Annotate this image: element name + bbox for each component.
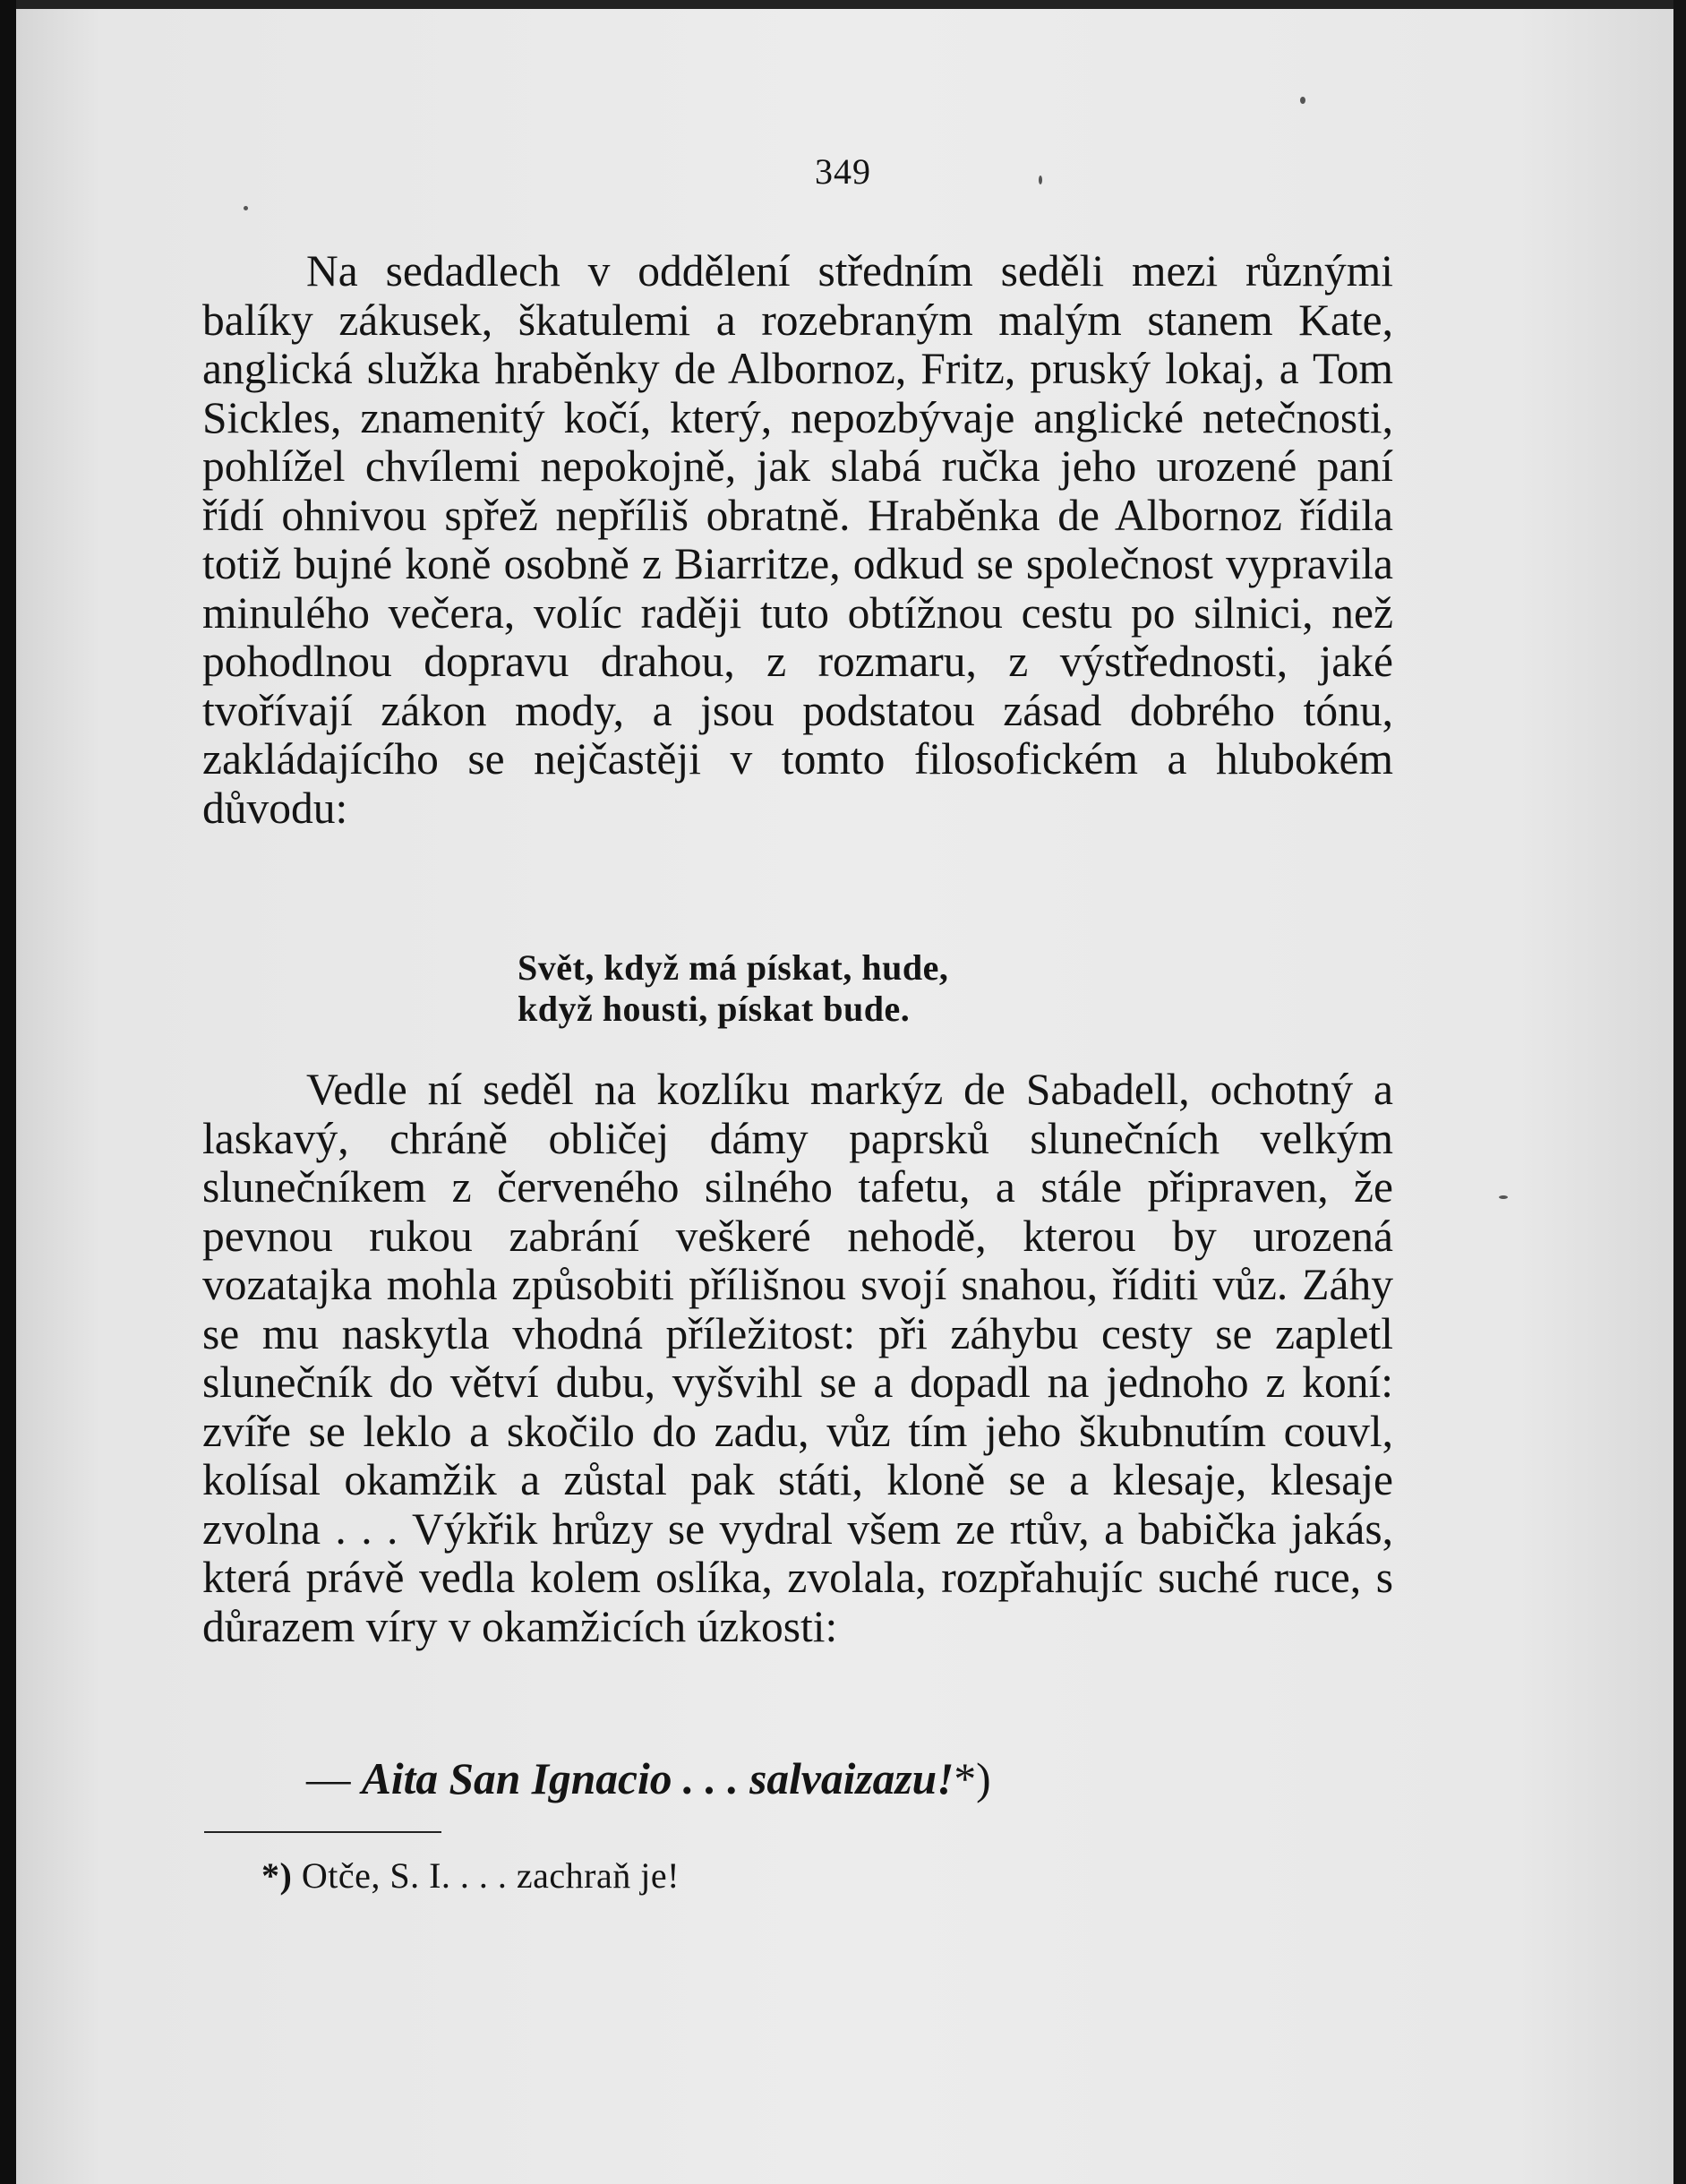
paper-speck bbox=[244, 206, 248, 210]
footnote-text: Otče, S. I. . . . zachraň je! bbox=[292, 1855, 680, 1896]
exclamation-dash: — bbox=[306, 1754, 362, 1803]
exclamation-line bbox=[306, 1755, 991, 1803]
scan-edge-top bbox=[0, 0, 1686, 9]
verse-line-2: když housti, pískat bude. bbox=[518, 989, 911, 1029]
exclamation-footnote-marker: *) bbox=[954, 1754, 991, 1803]
paper-speck bbox=[1300, 97, 1305, 104]
paper-speck bbox=[1499, 1195, 1508, 1199]
paragraph-1: Na sedadlech v oddělení středním seděli mezi různými balíky zákusek, škatulemi a rozebraným malým stanem Kate, anglická služka hraběnky de Albornoz, Fritz, pruský lokaj, a Tom Sickles, znamenitý kočí, který, nepozbývaje anglické netečnosti, pohlížel chvílemi nepokojně, jak slabá ručka jeho urozené paní řídí ohnivou spřež nepříliš obratně. Hraběnka de Albornoz řídila totiž bujné koně osobně z Biarritze, odkud se společnost vypravila minulého večera, volíc raději tuto obtížnou cestu po silnici, než pohodlnou dopravu drahou, z rozmaru, z výstřednosti, jaké tvořívají zákon mody, a jsou podstatou zásad dobrého tónu, zakládajícího se nejčastěji v tomto filosofickém a hlubokém důvodu: bbox=[202, 246, 1393, 833]
page-number: 349 bbox=[815, 151, 871, 192]
paragraph-2: Vedle ní seděl na kozlíku markýz de Sabadell, ochotný a laskavý, chráně obličej dámy paprsků slunečních velkým slunečníkem z červeného silného tafetu, a stále připraven, že pevnou rukou zabrání veškeré nehodě, kterou by urozená vozatajka mohla způsobiti přílišnou svojí snahou, říditi vůz. Záhy se mu naskytla vhodná příležitost: při záhybu cesty se zapletl slunečník do větví dubu, vyšvihl se a dopadl na jednoho z koní: zvíře se leklo a skočilo do zadu, vůz tím jeho škubnutím couvl, kolísal okamžik a zůstal pak státi, kloně se a klesaje, klesaje zvolna . . . Výkřik hrůzy se vydral všem ze rtův, a babička jakás, která právě vedla kolem oslíka, zvolala, rozpřahujíc suché ruce, s důrazem víry v okamžicích úzkosti: bbox=[202, 1065, 1393, 1651]
footnote-marker: *) bbox=[261, 1855, 293, 1896]
scan-edge-right bbox=[1673, 0, 1686, 2184]
footnote-divider bbox=[204, 1831, 441, 1833]
scan-edge-left bbox=[0, 0, 16, 2184]
footnote bbox=[261, 1855, 680, 1897]
verse-line-1: Svět, když má pískat, hude, bbox=[518, 947, 949, 988]
verse-quote bbox=[518, 947, 948, 1030]
exclamation-text: Aita San Ignacio . . . salvaizazu! bbox=[361, 1754, 954, 1803]
